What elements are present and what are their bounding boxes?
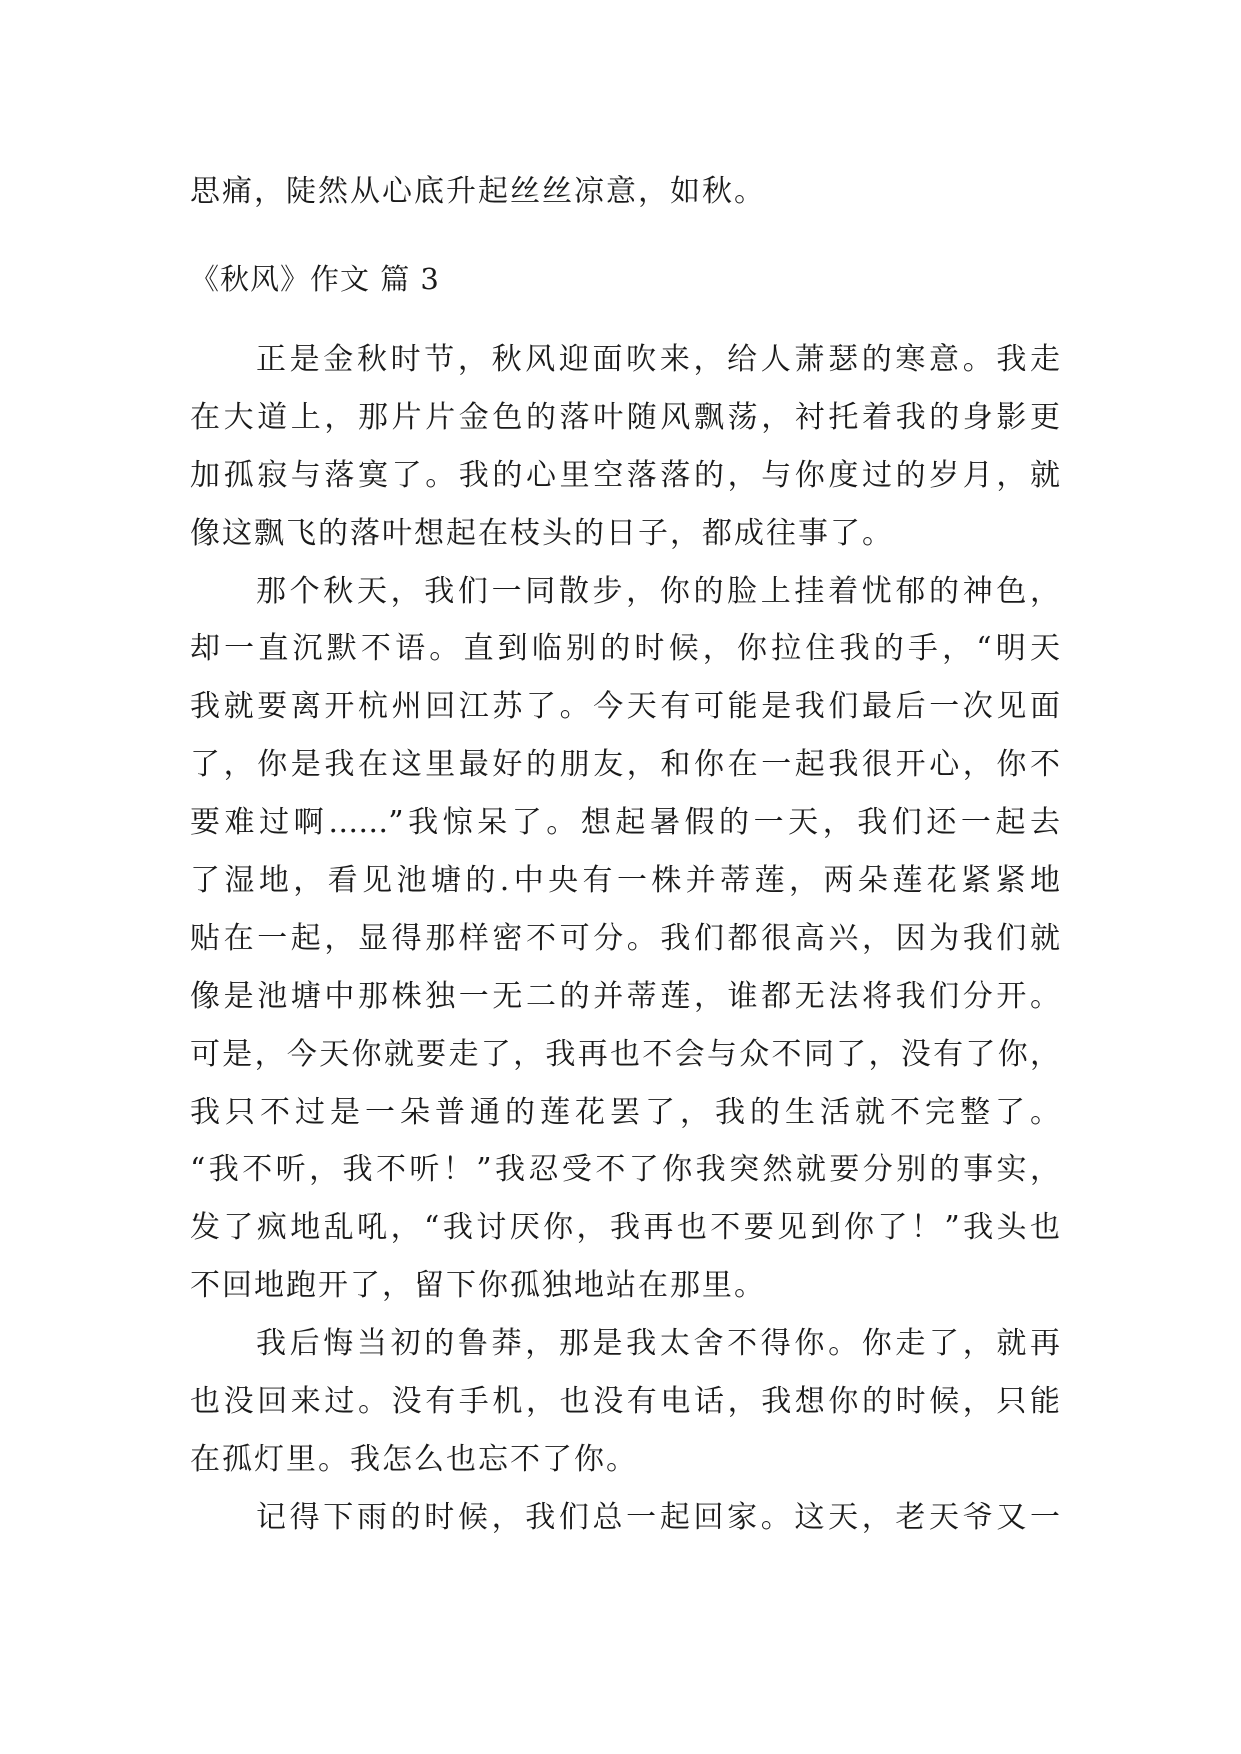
essay-body [190, 331, 1060, 1547]
text-line: 记得下雨的时候，我们总一起回家。这天，老天爷又一 [256, 1499, 1060, 1535]
text-line: 要难过啊……”我惊呆了。想起暑假的一天，我们还一起去 [190, 805, 1060, 841]
opening-line: 思痛，陡然从心底升起丝丝凉意，如秋。 [190, 174, 766, 209]
text-line: 加孤寂与落寞了。我的心里空落落的，与你度过的岁月，就 [190, 457, 1060, 493]
text-line: 发了疯地乱吼，“我讨厌你，我再也不要见到你了！”我头也 [190, 1210, 1060, 1246]
text-line: 像是池塘中那株独一无二的并蒂莲，谁都无法将我们分开。 [190, 978, 1060, 1014]
text-line: “我不听，我不听！”我忍受不了你我突然就要分别的事实， [190, 1152, 1060, 1188]
text-line: 我后悔当初的鲁莽，那是我太舍不得你。你走了，就再 [256, 1326, 1060, 1362]
text-line: 了，你是我在这里最好的朋友，和你在一起我很开心，你不 [190, 747, 1060, 783]
text-line: 像这飘飞的落叶想起在枝头的日子，都成往事了。 [190, 515, 894, 551]
text-line: 在孤灯里。我怎么也忘不了你。 [190, 1441, 638, 1477]
text-line: 正是金秋时节，秋风迎面吹来，给人萧瑟的寒意。我走 [256, 342, 1060, 377]
text-line: 也没回来过。没有手机，也没有电话，我想你的时候，只能 [190, 1384, 1060, 1420]
section-title: 《秋风》作文 篇 3 [190, 262, 440, 296]
text-line: 贴在一起，显得那样密不可分。我们都很高兴，因为我们就 [190, 920, 1060, 956]
text-line: 却一直沉默不语。直到临别的时候，你拉住我的手，“明天 [190, 631, 1060, 667]
text-line: 那个秋天，我们一同散步，你的脸上挂着忧郁的神色， [256, 573, 1060, 609]
text-line: 了湿地，看见池塘的.中央有一株并蒂莲，两朵莲花紧紧地 [190, 863, 1060, 899]
text-line: 可是，今天你就要走了，我再也不会与众不同了，没有了你， [190, 1036, 1060, 1072]
text-line: 不回地跑开了，留下你孤独地站在那里。 [190, 1268, 766, 1304]
text-line: 在大道上，那片片金色的落叶随风飘荡，衬托着我的身影更 [190, 399, 1060, 435]
text-line: 我就要离开杭州回江苏了。今天有可能是我们最后一次见面 [190, 689, 1060, 725]
text-line: 我只不过是一朵普通的莲花罢了，我的生活就不完整了。 [190, 1094, 1060, 1130]
